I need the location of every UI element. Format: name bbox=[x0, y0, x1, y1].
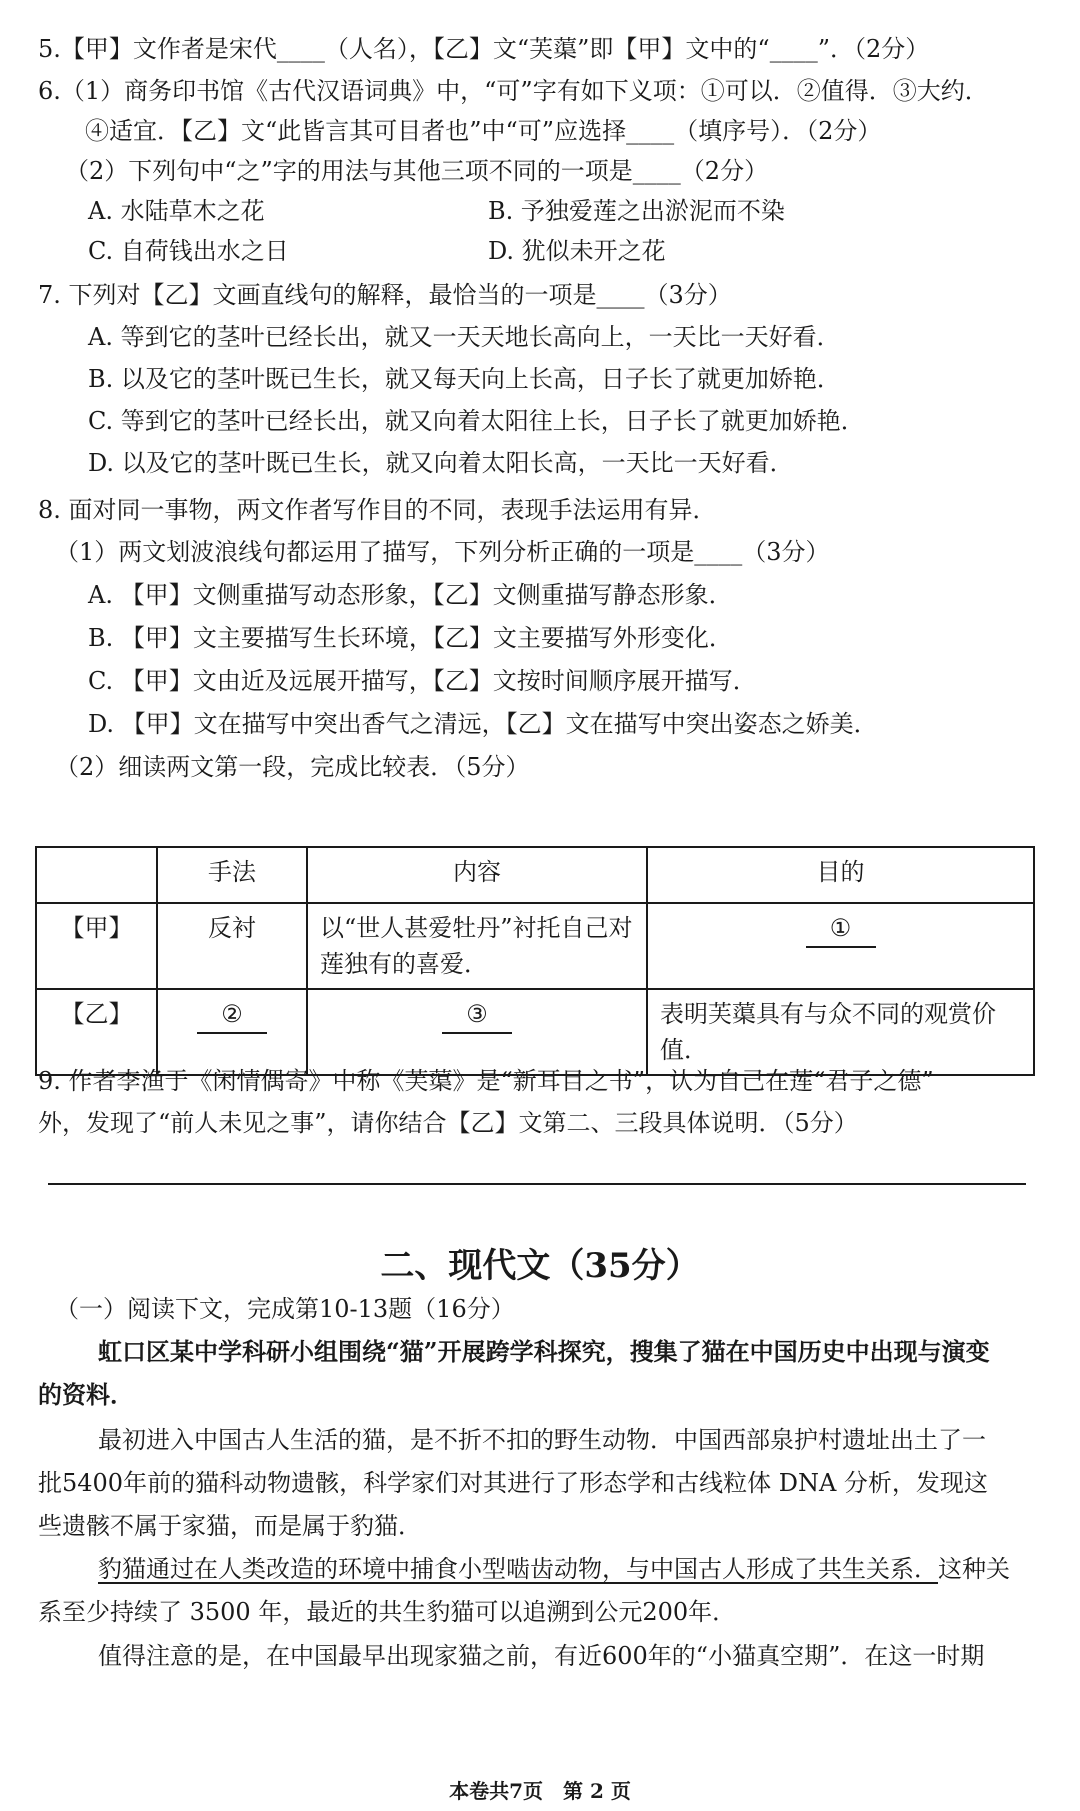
paragraph-2-line1-rest: 这种关 bbox=[938, 1555, 1010, 1583]
table-header-method: 手法 bbox=[157, 847, 307, 903]
table-cell-method-jia: 反衬 bbox=[157, 903, 307, 989]
question-8-part2: （2）细读两文第一段，完成比较表．（5分） bbox=[55, 753, 530, 781]
q7-option-b: B. 以及它的茎叶既已生长，就又每天向上长高，日子长了就更加娇艳． bbox=[88, 365, 841, 393]
q8-option-c: C. 【甲】文由近及远展开描写，【乙】文按时间顺序展开描写． bbox=[88, 667, 757, 695]
question-9-line2: 外，发现了“前人未见之事”，请你结合【乙】文第二、三段具体说明．（5分） bbox=[38, 1109, 858, 1137]
table-cell-purpose-yi: 表明芙蕖具有与众不同的观赏价值． bbox=[647, 989, 1034, 1075]
blank-3: ③ bbox=[442, 996, 512, 1034]
table-header-content: 内容 bbox=[307, 847, 647, 903]
question-6-line2: ④适宜．【乙】文“此皆言其可目者也”中“可”应选择____（填序号）．（2分） bbox=[85, 117, 882, 145]
page-footer: 本卷共7页 第 2 页 bbox=[449, 1779, 631, 1803]
question-5: 5.【甲】文作者是宋代____（人名），【乙】文“芙蕖”即【甲】文中的“____”．（2分） bbox=[38, 35, 930, 63]
underlined-sentence: 豹猫通过在人类改造的环境中捕食小型啮齿动物，与中国古人形成了共生关系． bbox=[98, 1555, 938, 1583]
q8-option-b: B. 【甲】文主要描写生长环境，【乙】文主要描写外形变化． bbox=[88, 624, 733, 652]
question-6-line1: 6.（1）商务印书馆《古代汉语词典》中，“可”字有如下义项：①可以．②值得．③大约． bbox=[38, 77, 989, 105]
comparison-table bbox=[35, 846, 1035, 1076]
question-9-line1: 9. 作者李渔于《闲情偶寄》中称《芙蕖》是“新耳目之书”，认为自己在莲“君子之德” bbox=[38, 1067, 934, 1095]
table-header-empty bbox=[36, 847, 157, 903]
answer-line bbox=[48, 1183, 1026, 1185]
intro-line2: 的资料． bbox=[38, 1380, 134, 1409]
q8-option-d: D. 【甲】文在描写中突出香气之清远，【乙】文在描写中突出姿态之娇美． bbox=[88, 710, 878, 738]
table-row-label-jia: 【甲】 bbox=[36, 903, 157, 989]
part-1-heading: （一）阅读下文，完成第10-13题（16分） bbox=[55, 1295, 515, 1323]
paragraph-1-line1: 最初进入中国古人生活的猫，是不折不扣的野生动物．中国西部泉护村遗址出土了一 bbox=[98, 1426, 986, 1454]
question-8: 8. 面对同一事物，两文作者写作目的不同，表现手法运用有异． bbox=[38, 496, 717, 524]
q7-option-c: C. 等到它的茎叶已经长出，就又向着太阳往上长，日子长了就更加娇艳． bbox=[88, 407, 865, 435]
question-6-part2: （2）下列句中“之”字的用法与其他三项不同的一项是____（2分） bbox=[65, 157, 769, 185]
option-a: A. 水陆草木之花 bbox=[88, 197, 265, 225]
blank-1: ① bbox=[806, 910, 876, 948]
paragraph-1-line3: 些遗骸不属于家猫，而是属于豹猫． bbox=[38, 1512, 422, 1540]
paragraph-2-line2: 系至少持续了 3500 年，最近的共生豹猫可以追溯到公元200年． bbox=[38, 1598, 737, 1626]
table-row-label-yi: 【乙】 bbox=[36, 989, 157, 1075]
paragraph-3-line1: 值得注意的是，在中国最早出现家猫之前，有近600年的“小猫真空期”．在这一时期 bbox=[98, 1642, 985, 1670]
q7-option-d: D. 以及它的茎叶既已生长，就又向着太阳长高，一天比一天好看． bbox=[88, 449, 794, 477]
blank-2: ② bbox=[197, 996, 267, 1034]
question-7: 7. 下列对【乙】文画直线句的解释，最恰当的一项是____（3分） bbox=[38, 281, 732, 309]
q8-option-a: A. 【甲】文侧重描写动态形象，【乙】文侧重描写静态形象． bbox=[88, 581, 733, 609]
option-d: D. 犹似未开之花 bbox=[488, 237, 666, 265]
option-b: B. 予独爱莲之出淤泥而不染 bbox=[488, 197, 785, 225]
intro-line1: 虹口区某中学科研小组围绕“猫”开展跨学科探究，搜集了猫在中国历史中出现与演变 bbox=[98, 1337, 990, 1366]
table-cell-content-jia: 以“世人甚爱牡丹”衬托自己对莲独有的喜爱． bbox=[307, 903, 647, 989]
q7-option-a: A. 等到它的茎叶已经长出，就又一天天地长高向上，一天比一天好看． bbox=[88, 323, 841, 351]
section-title: 二、现代文（35分） bbox=[380, 1246, 700, 1286]
option-c: C. 自荷钱出水之日 bbox=[88, 237, 289, 265]
paragraph-1-line2: 批5400年前的猫科动物遗骸，科学家们对其进行了形态学和古线粒体 DNA 分析，发现这 bbox=[38, 1469, 988, 1497]
question-8-part1: （1）两文划波浪线句都运用了描写，下列分析正确的一项是____（3分） bbox=[55, 538, 830, 566]
paragraph-2-line1 bbox=[98, 1554, 1010, 1584]
table-header-purpose: 目的 bbox=[647, 847, 1034, 903]
